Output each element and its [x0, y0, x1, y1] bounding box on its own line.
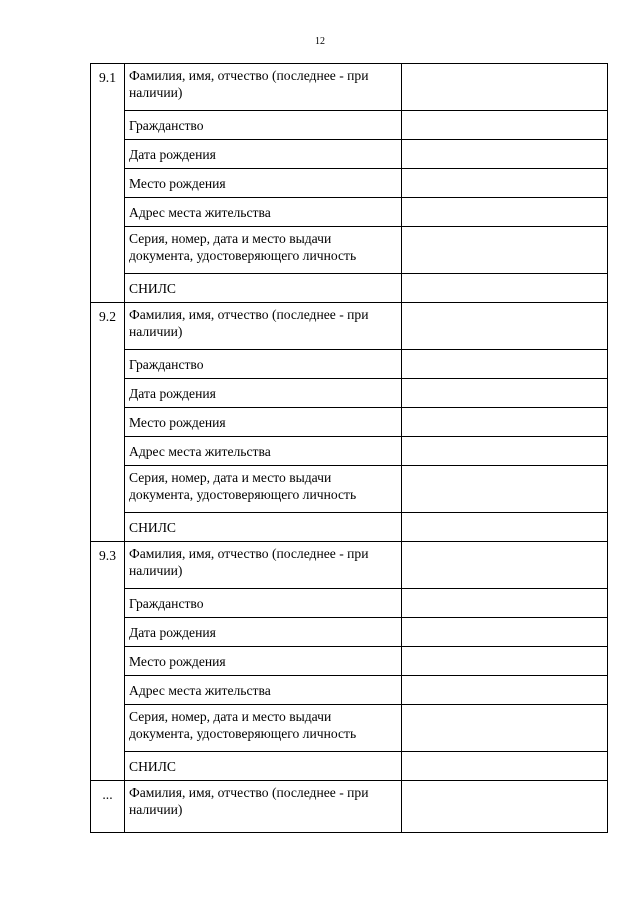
- row-value-field[interactable]: [402, 618, 608, 647]
- block-number: 9.2: [91, 303, 125, 542]
- row-label: Место рождения: [125, 408, 402, 437]
- table-row: [91, 752, 608, 781]
- table-row: [91, 513, 608, 542]
- row-value-field[interactable]: [402, 781, 608, 833]
- row-label: Адрес места жительства: [125, 676, 402, 705]
- table-row: [91, 466, 608, 513]
- table-row: [91, 542, 608, 589]
- table-row: [91, 705, 608, 752]
- table-row: [91, 64, 608, 111]
- block-number: ...: [91, 781, 125, 833]
- row-value-field[interactable]: [402, 676, 608, 705]
- row-value-field[interactable]: [402, 437, 608, 466]
- row-label: Фамилия, имя, отчество (последнее - при наличии): [125, 64, 402, 111]
- row-label: Гражданство: [125, 111, 402, 140]
- row-label: СНИЛС: [125, 513, 402, 542]
- block-number: 9.3: [91, 542, 125, 781]
- row-value-field[interactable]: [402, 64, 608, 111]
- table-row: [91, 274, 608, 303]
- row-value-field[interactable]: [402, 542, 608, 589]
- table-row: [91, 437, 608, 466]
- row-label: СНИЛС: [125, 274, 402, 303]
- row-value-field[interactable]: [402, 466, 608, 513]
- table-row: [91, 111, 608, 140]
- row-value-field[interactable]: [402, 379, 608, 408]
- row-value-field[interactable]: [402, 169, 608, 198]
- table-row: [91, 379, 608, 408]
- row-value-field[interactable]: [402, 408, 608, 437]
- table-row: [91, 350, 608, 379]
- row-label: Гражданство: [125, 589, 402, 618]
- table-row: [91, 198, 608, 227]
- row-label: Фамилия, имя, отчество (последнее - при наличии): [125, 303, 402, 350]
- row-label: Серия, номер, дата и место выдачи документа, удостоверяющего личность: [125, 466, 402, 513]
- row-label: Серия, номер, дата и место выдачи документа, удостоверяющего личность: [125, 227, 402, 274]
- row-value-field[interactable]: [402, 198, 608, 227]
- row-value-field[interactable]: [402, 647, 608, 676]
- table-row: [91, 303, 608, 350]
- table-row: [91, 140, 608, 169]
- row-label: Фамилия, имя, отчество (последнее - при наличии): [125, 542, 402, 589]
- row-label: Фамилия, имя, отчество (последнее - при наличии): [125, 781, 402, 833]
- row-label: Дата рождения: [125, 379, 402, 408]
- row-value-field[interactable]: [402, 111, 608, 140]
- row-label: Адрес места жительства: [125, 198, 402, 227]
- table-row: [91, 169, 608, 198]
- row-label: Гражданство: [125, 350, 402, 379]
- row-label: Место рождения: [125, 169, 402, 198]
- row-value-field[interactable]: [402, 274, 608, 303]
- table-row: [91, 408, 608, 437]
- row-label: Адрес места жительства: [125, 437, 402, 466]
- table-row: [91, 676, 608, 705]
- block-number: 9.1: [91, 64, 125, 303]
- table-row: [91, 618, 608, 647]
- row-value-field[interactable]: [402, 227, 608, 274]
- row-label: Дата рождения: [125, 140, 402, 169]
- person-details-table: [90, 63, 608, 833]
- table-row: [91, 647, 608, 676]
- row-label: Дата рождения: [125, 618, 402, 647]
- table-row: [91, 781, 608, 833]
- row-value-field[interactable]: [402, 705, 608, 752]
- row-value-field[interactable]: [402, 589, 608, 618]
- table-row: [91, 589, 608, 618]
- table-row: [91, 227, 608, 274]
- row-label: Место рождения: [125, 647, 402, 676]
- page-number: 12: [315, 36, 325, 47]
- row-value-field[interactable]: [402, 350, 608, 379]
- row-value-field[interactable]: [402, 303, 608, 350]
- row-label: Серия, номер, дата и место выдачи документа, удостоверяющего личность: [125, 705, 402, 752]
- row-value-field[interactable]: [402, 513, 608, 542]
- row-value-field[interactable]: [402, 140, 608, 169]
- row-value-field[interactable]: [402, 752, 608, 781]
- row-label: СНИЛС: [125, 752, 402, 781]
